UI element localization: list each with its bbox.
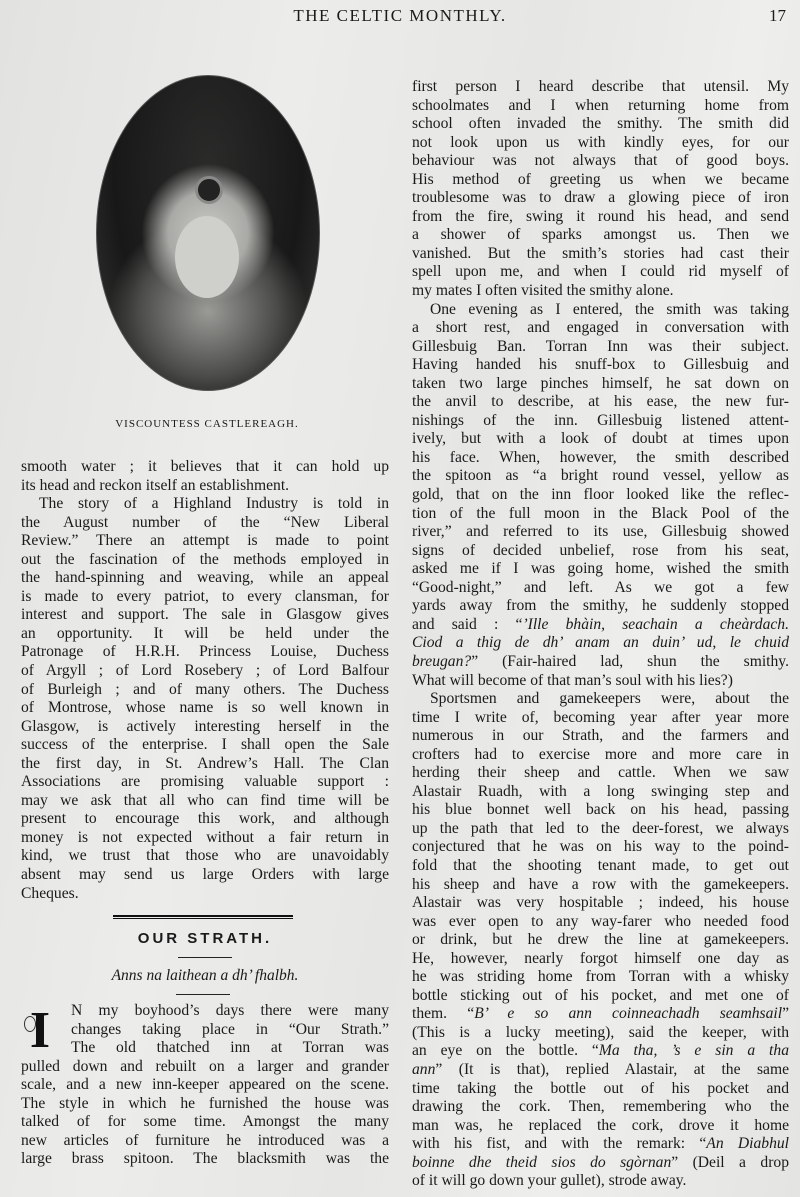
text-line (412, 356, 789, 375)
text-line (412, 171, 789, 190)
article-first-paragraph (21, 1002, 389, 1169)
text-line (412, 764, 789, 783)
text-segment: money is not expected without a fair return in (21, 828, 389, 846)
text-line (412, 931, 789, 950)
text-line (21, 885, 389, 904)
text-line (412, 616, 789, 635)
text-line (412, 319, 789, 338)
text-line (412, 486, 789, 505)
text-segment: my mates I often visited the smithy alone. (412, 282, 674, 300)
text-segment: bottle sticking out of his pocket, and met one of (412, 986, 789, 1004)
text-line (412, 78, 789, 97)
text-segment: smooth water ; it believes that it can hold up (21, 458, 389, 475)
text-segment: present to encourage this work, and although (21, 810, 389, 828)
text-segment: an eye on the bottle. “ (412, 1042, 599, 1060)
text-segment: behaviour was not always that of good boys. (412, 152, 789, 170)
text-segment: the first day, in St. Andrew’s Hall. The Clan (21, 754, 389, 772)
text-segment: his sheep and have a row with the gamekeepers. (412, 875, 789, 893)
text-segment: new articles of furniture he introduced was a (21, 1131, 389, 1149)
text-segment: numerous in our Strath, and the farmers and (412, 727, 789, 745)
text-line (412, 1024, 789, 1043)
text-segment: Gillesbuig Ban. Torran Inn was their subject. (412, 337, 789, 355)
gaelic-italic-text: Ciod a thig de dh’ anam an duin’ ud, le chuid (412, 634, 789, 652)
text-segment: of it will go down your gullet), strode away. (412, 1172, 687, 1190)
article-heading: OUR STRATH. (137, 930, 273, 947)
text-line (412, 263, 789, 282)
text-segment: yards away from the smithy, he suddenly stopped (412, 597, 789, 615)
text-segment: drawing the cork. Then, remembering who the (412, 1098, 789, 1116)
gaelic-italic-text: breugan? (412, 652, 472, 670)
article-subtitle: Anns na laithean a dh’ fhalbh. (111, 967, 299, 984)
text-line (412, 597, 789, 616)
photo-caption: VISCOUNTESS CASTLEREAGH. (115, 418, 299, 430)
text-segment: conjectured that he was on his way to the poind- (412, 838, 789, 856)
text-line (412, 1154, 789, 1173)
text-segment: ” (Fair-haired lad, shun the smithy. (471, 652, 789, 670)
text-line (21, 1113, 389, 1132)
text-segment: interest and support. The sale in Glasgow gives (21, 606, 389, 624)
text-segment: out the fascination of the methods employed in (21, 550, 389, 568)
running-header (0, 6, 800, 30)
text-line (21, 662, 389, 681)
text-line (412, 134, 789, 153)
text-segment: not look upon us with kindly eyes, for our (412, 133, 789, 151)
magazine-title: THE CELTIC MONTHLY. (293, 6, 507, 25)
text-line (21, 495, 389, 514)
text-line (412, 820, 789, 839)
text-segment: of Argyll ; of Lord Rosebery ; of Lord Balfour (21, 662, 389, 680)
text-segment: ively, but with a look of doubt at times upon (412, 430, 789, 448)
text-segment: he was striding home from Torran with a whisky (412, 968, 789, 986)
text-line (21, 458, 389, 477)
text-line (412, 208, 789, 227)
text-segment: asked me if I was going home, wished the smith (412, 560, 789, 578)
text-line (412, 505, 789, 524)
text-line (412, 801, 789, 820)
text-segment: Associations are promising valuable support : (21, 773, 389, 791)
text-segment: schoolmates and I when returning home from (412, 96, 789, 114)
text-line (21, 606, 389, 625)
text-segment: N my boyhood’s days there were many (71, 1002, 389, 1019)
text-segment: his face. When, however, the smith described (412, 448, 789, 466)
text-segment: the August number of the “New Liberal (21, 513, 389, 531)
text-segment: He, however, nearly forgot himself one day as (412, 949, 789, 967)
gaelic-italic-text: Ma tha, ’s e sin a tha (598, 1042, 789, 1060)
text-line (21, 477, 389, 496)
text-segment: may we ask that all who can find time will be (21, 791, 389, 809)
text-segment: The style in which he furnished the house was (21, 1094, 389, 1112)
text-line (412, 226, 789, 245)
text-segment: Cheques. (21, 884, 79, 902)
text-line (21, 551, 389, 570)
text-segment: vanished. But the smith’s stories had cast their (412, 244, 789, 262)
text-segment: “Good-night,” and left. As we got a few (412, 578, 789, 596)
text-line (412, 653, 789, 672)
text-line (21, 792, 389, 811)
gaelic-italic-text: ann (412, 1060, 436, 1078)
text-line (21, 588, 389, 607)
text-line (412, 152, 789, 171)
text-line (412, 560, 789, 579)
text-segment: (This is a lucky meeting), said the keeper, with (412, 1023, 789, 1041)
text-line (21, 1150, 389, 1169)
text-segment: river,” and referred to its use, Gillesbuig showed (412, 523, 789, 541)
drop-cap-ornament: I (24, 1006, 56, 1056)
page-number: 17 (769, 6, 786, 25)
text-line (21, 1132, 389, 1151)
text-line (412, 245, 789, 264)
hat-brooch (195, 176, 223, 204)
text-line (412, 857, 789, 876)
text-segment: large brass spitoon. The blacksmith was the (21, 1150, 389, 1168)
text-segment: school often invaded the smithy. The smith did (412, 115, 789, 133)
text-line (412, 968, 789, 987)
text-segment: his blue bonnet well back on his head, passing (412, 801, 789, 819)
text-segment: time I write of, becoming year after year more (412, 708, 789, 726)
text-segment: Glasgow, is actively interesting herself in the (21, 717, 389, 735)
text-segment: of Montrose, whose name is so well known in (21, 699, 389, 717)
text-line (21, 1002, 389, 1021)
text-line (21, 625, 389, 644)
text-line (412, 913, 789, 932)
text-line (21, 736, 389, 755)
text-segment: The story of a Highland Industry is told in (39, 495, 389, 513)
text-line (412, 634, 789, 653)
text-line (412, 115, 789, 134)
text-line (412, 523, 789, 542)
text-line (412, 1098, 789, 1117)
text-line (412, 579, 789, 598)
text-line (21, 1021, 389, 1040)
text-segment: taken two large pinches himself, he sat down on (412, 374, 789, 392)
text-line (412, 449, 789, 468)
text-line (412, 542, 789, 561)
text-segment: Review.” There an attempt is made to point (21, 532, 389, 550)
text-segment: What will become of that man’s soul with his lies?) (412, 671, 733, 689)
text-line (412, 430, 789, 449)
text-line (412, 950, 789, 969)
text-segment: gold, that on the inn floor looked like the reflec- (412, 486, 789, 504)
text-segment: spell upon me, and when I could rid myself of (412, 263, 789, 281)
text-segment: man was, he replaced the cork, drove it home (412, 1116, 789, 1134)
text-segment: Alastair was very hospitable ; indeed, his house (412, 894, 789, 912)
text-line (412, 301, 789, 320)
text-segment: was ever open to any way-farer who needed food (412, 912, 789, 930)
text-segment: nishings of the inn. Gillesbuig listened attent- (412, 411, 789, 429)
text-line (21, 1039, 389, 1058)
text-line (412, 1061, 789, 1080)
portrait-photo (96, 75, 320, 391)
text-line (412, 412, 789, 431)
text-segment: is made to every patriot, to every clansman, for (21, 587, 389, 605)
text-segment: ” (782, 1005, 789, 1023)
text-line (412, 467, 789, 486)
text-segment: scale, and a new inn-keeper appeared on the scene. (21, 1076, 389, 1094)
text-segment: Alastair Ruadh, with a long swinging step and (412, 782, 789, 800)
text-segment: herding their sheep and cattle. When we saw (412, 764, 789, 782)
text-line (412, 746, 789, 765)
right-column-text (412, 78, 789, 1191)
portrait-face (175, 216, 239, 298)
text-segment: crofters had to exercise more and more care in (412, 745, 789, 763)
text-segment: Patronage of H.R.H. Princess Louise, Duchess (21, 643, 389, 661)
text-line (21, 718, 389, 737)
text-segment: changes taking place in “Our Strath.” (71, 1020, 389, 1038)
text-segment: time taking the bottle out of his pocket and (412, 1079, 789, 1097)
text-line (21, 866, 389, 885)
text-segment: up the path that led to the deer-forest, we always (412, 819, 789, 837)
text-segment: troublesome was to draw a glowing piece of iron (412, 189, 789, 207)
text-segment: Sportsmen and gamekeepers were, about the (430, 690, 789, 708)
gaelic-italic-text: B’ e so ann coinneachadh seamhsail (474, 1005, 783, 1023)
text-line (412, 1005, 789, 1024)
text-line (21, 514, 389, 533)
text-segment: first person I heard describe that utensil. My (412, 78, 789, 95)
text-line (412, 672, 789, 691)
text-line (21, 1076, 389, 1095)
text-line (412, 1172, 789, 1191)
text-line (412, 97, 789, 116)
text-line (21, 755, 389, 774)
text-line (21, 699, 389, 718)
text-segment: fold that the shooting tenant made, to get out (412, 856, 789, 874)
text-line (21, 1095, 389, 1114)
text-segment: absent may send us large Orders with large (21, 866, 389, 884)
text-segment: from the fire, swing it round his head, and send (412, 207, 789, 225)
text-line (412, 1080, 789, 1099)
text-line (21, 829, 389, 848)
text-segment: Having handed his snuff-box to Gillesbuig and (412, 356, 789, 374)
text-line (412, 1042, 789, 1061)
text-line (412, 1117, 789, 1136)
text-segment: signs of decided unbelief, rose from his seat, (412, 541, 789, 559)
heading-rule (178, 957, 232, 958)
text-line (21, 681, 389, 700)
subtitle-rule (176, 994, 230, 995)
text-line (412, 894, 789, 913)
section-double-rule (113, 915, 293, 919)
text-segment: of Burleigh ; and of many others. The Duchess (21, 680, 389, 698)
text-segment: the hand-spinning and weaving, while an appeal (21, 569, 389, 587)
text-segment: tion of the full moon in the Black Pool of the (412, 504, 789, 522)
text-segment: its head and reckon itself an establishment. (21, 476, 290, 494)
text-segment: or drink, but he drew the line at gamekeepers. (412, 931, 789, 949)
text-line (412, 189, 789, 208)
text-line (21, 569, 389, 588)
text-segment: His method of greeting us when we became (412, 170, 789, 188)
text-line (412, 709, 789, 728)
gaelic-italic-text: boinne dhe theid sios do sgòrnan (412, 1153, 672, 1171)
text-line (412, 338, 789, 357)
text-line (21, 773, 389, 792)
text-segment: ” (Deil a drop (671, 1153, 789, 1171)
text-line (412, 876, 789, 895)
text-line (21, 847, 389, 866)
text-segment: One evening as I entered, the smith was taking (430, 300, 789, 318)
text-segment: the spitoon as “a bright round vessel, yellow as (412, 467, 789, 485)
text-line (21, 1058, 389, 1077)
text-line (412, 783, 789, 802)
text-line (21, 643, 389, 662)
text-segment: an opportunity. It will be held under the (21, 624, 389, 642)
left-column-text (21, 458, 389, 903)
text-line (412, 1135, 789, 1154)
text-line (412, 727, 789, 746)
text-line (412, 375, 789, 394)
text-segment: ” (It is that), replied Alastair, at the same (435, 1060, 789, 1078)
text-line (412, 282, 789, 301)
text-segment: success of the enterprise. I shall open the Sale (21, 736, 389, 754)
gaelic-italic-text: ’Ille bhàin, seachain a cheàrdach. (522, 615, 789, 633)
text-line (412, 838, 789, 857)
text-segment: talked of for some time. Amongst the many (21, 1113, 389, 1131)
text-segment: and said : “ (412, 615, 523, 633)
text-segment: a shower of sparks amongst us. Then we (412, 226, 789, 244)
text-line (21, 532, 389, 551)
text-segment: pulled down and rebuilt on a larger and grander (21, 1057, 389, 1075)
text-segment: The old thatched inn at Torran was (71, 1039, 389, 1057)
gaelic-italic-text: An Diabhul (706, 1135, 789, 1153)
text-line (21, 810, 389, 829)
text-segment: kind, we trust that those who are unavoidably (21, 847, 389, 865)
text-segment: a short rest, and engaged in conversation with (412, 319, 789, 337)
text-line (412, 393, 789, 412)
text-segment: with his fist, and with the remark: “ (412, 1135, 707, 1153)
text-line (412, 987, 789, 1006)
text-segment: the anvil to describe, at his ease, the new fur- (412, 393, 789, 411)
text-line (412, 690, 789, 709)
text-segment: them. “ (412, 1005, 475, 1023)
